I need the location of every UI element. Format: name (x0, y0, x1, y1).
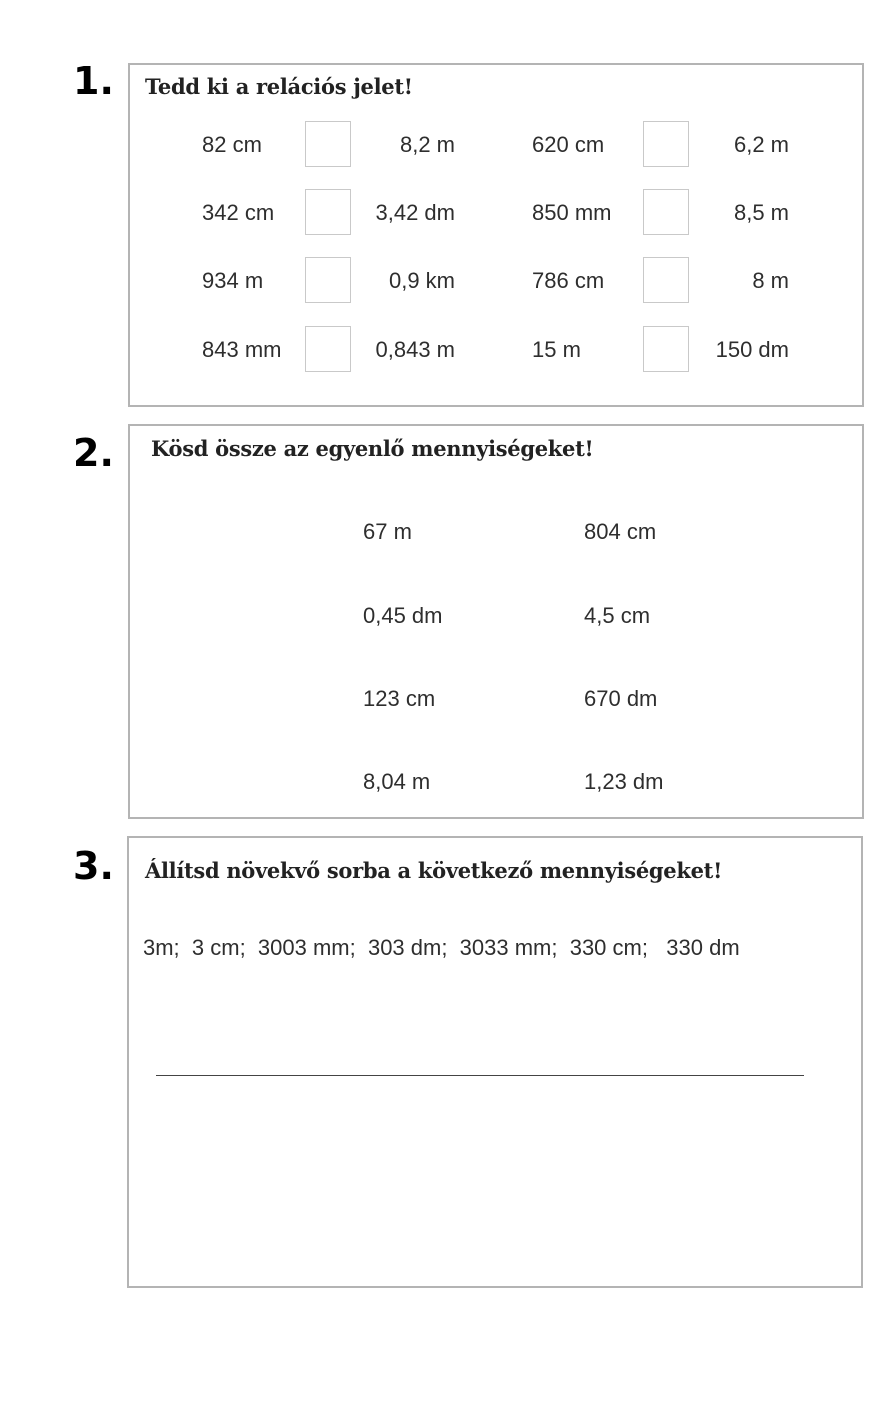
ex2-left-item[interactable]: 8,04 m (363, 769, 431, 794)
ex2-left-item[interactable]: 67 m (363, 519, 412, 544)
ex1-left-a: 82 cm (202, 132, 262, 157)
ex1-right-a: 620 cm (532, 132, 605, 157)
ex2-left-item[interactable]: 123 cm (363, 686, 436, 711)
exercise-1-title: Tedd ki a relációs jelet! (145, 74, 413, 99)
ex1-right-a: 850 mm (532, 200, 612, 225)
ex1-relation-box[interactable] (643, 257, 689, 303)
ex1-left-b: 0,843 m (375, 337, 455, 362)
ex1-relation-box[interactable] (305, 121, 351, 167)
ex2-left-item[interactable]: 0,45 dm (363, 603, 443, 628)
exercise-3-number: 3. (73, 844, 114, 888)
ex1-right-b: 6,2 m (733, 132, 789, 157)
exercise-1-number: 1. (73, 59, 114, 103)
ex1-left-b: 8,2 m (399, 132, 455, 157)
ex2-right-item[interactable]: 1,23 dm (584, 769, 664, 794)
exercise-2-title: Kösd össze az egyenlő mennyiségeket! (151, 436, 594, 461)
ex1-relation-box[interactable] (643, 121, 689, 167)
exercise-2-number: 2. (73, 431, 114, 475)
ex2-right-item[interactable]: 670 dm (584, 686, 658, 711)
ex1-right-b: 8,5 m (733, 200, 789, 225)
ex1-right-a: 786 cm (532, 268, 605, 293)
ex1-right-a: 15 m (532, 337, 581, 362)
ex2-right-item[interactable]: 804 cm (584, 519, 657, 544)
ex1-left-a: 342 cm (202, 200, 275, 225)
ex3-answer-line[interactable] (156, 1075, 804, 1076)
ex3-quantity-list: 3m; 3 cm; 3003 mm; 303 dm; 3033 mm; 330 cm; 330 dm (143, 935, 740, 960)
ex1-relation-box[interactable] (305, 326, 351, 372)
ex1-left-b: 0,9 km (388, 268, 455, 293)
ex2-right-item[interactable]: 4,5 cm (584, 603, 651, 628)
ex1-relation-box[interactable] (305, 257, 351, 303)
ex1-right-b: 8 m (752, 268, 789, 293)
ex1-right-b: 150 dm (715, 337, 789, 362)
exercise-3-title: Állítsd növekvő sorba a következő mennyiségeket! (145, 858, 722, 883)
ex1-relation-box[interactable] (643, 189, 689, 235)
ex1-left-a: 934 m (202, 268, 264, 293)
exercise-3-panel (127, 836, 863, 1288)
ex1-relation-box[interactable] (305, 189, 351, 235)
ex1-left-b: 3,42 dm (375, 200, 455, 225)
exercise-2-panel (128, 424, 864, 819)
ex1-relation-box[interactable] (643, 326, 689, 372)
ex1-left-a: 843 mm (202, 337, 282, 362)
